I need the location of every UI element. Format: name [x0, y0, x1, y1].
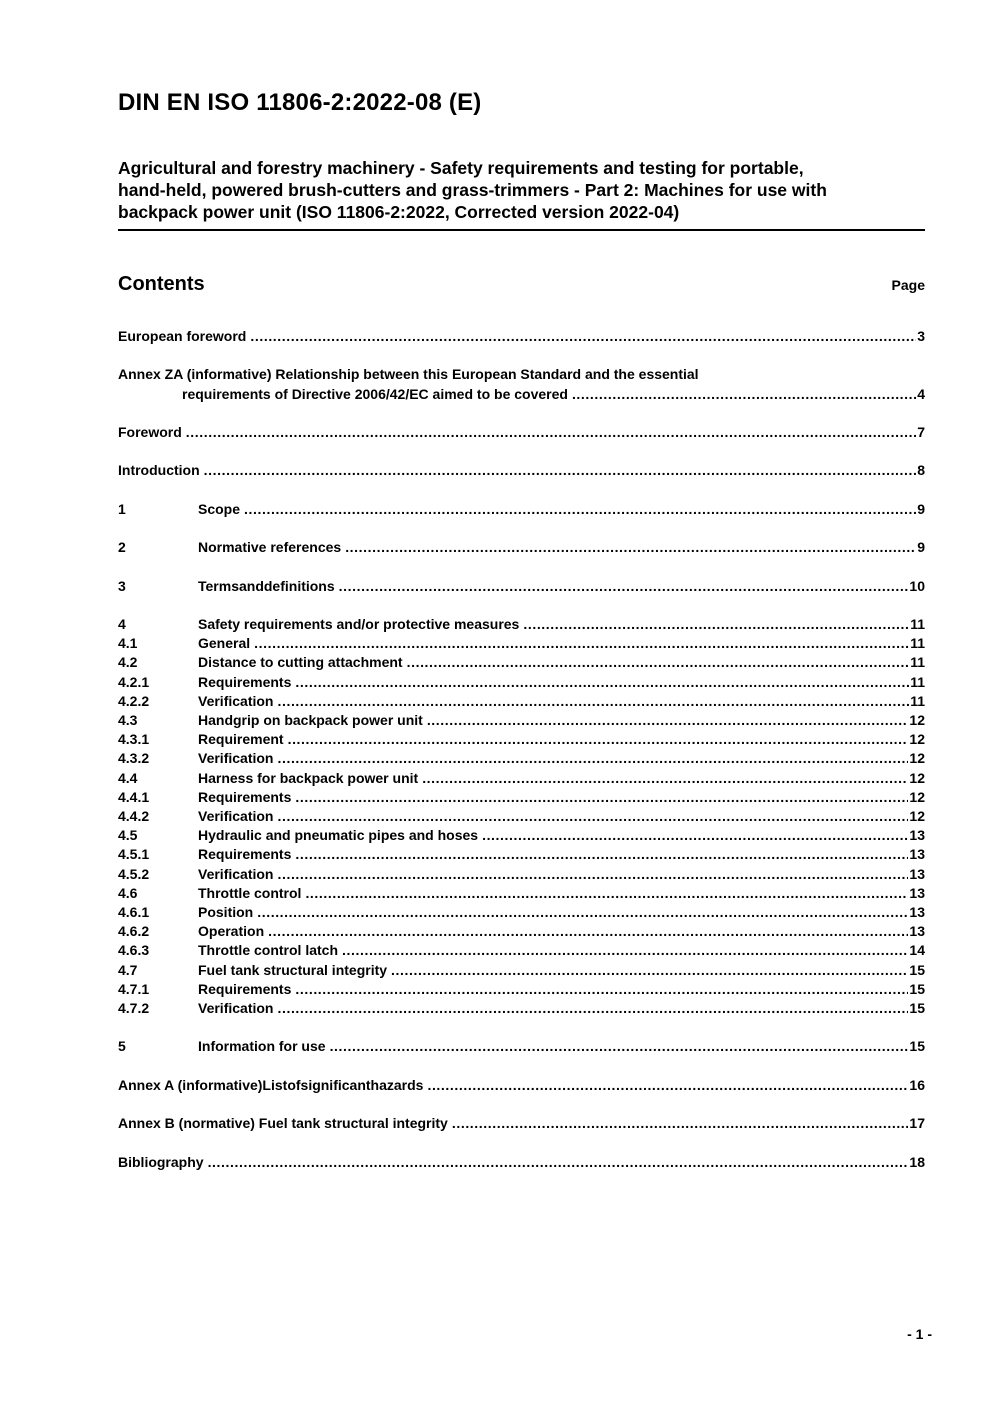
toc-entry-title: Requirements: [198, 980, 292, 997]
toc-entry: [118, 423, 925, 442]
toc-entry-title: Hydraulic and pneumatic pipes and hoses: [198, 827, 479, 844]
toc-entry-title: Throttle control latch: [198, 942, 338, 959]
toc-entry: [118, 634, 925, 653]
toc-entry-number: 3: [118, 577, 126, 594]
toc-entry-title: Scope: [198, 500, 241, 517]
toc-entry-page: 17: [909, 1115, 925, 1132]
toc-entry-page: 12: [909, 711, 925, 728]
toc-leader-dots: [452, 1114, 909, 1133]
toc-leader-dots: [295, 980, 908, 999]
toc-entry-number: 4.6.1: [118, 903, 150, 920]
toc-leader-dots: [422, 769, 908, 788]
toc-entry-page: 13: [909, 827, 925, 844]
document-title: [118, 157, 925, 231]
toc-entry-title: Operation: [198, 923, 265, 940]
toc-entry-page: 13: [909, 846, 925, 863]
document-title-line: hand-held, powered brush-cutters and grass-trimmers - Part 2: Machines for use with: [118, 180, 827, 200]
toc-entry-number: 4.7.2: [118, 1000, 150, 1016]
toc-entry-page: 15: [909, 980, 925, 997]
toc-entry-title: Verification: [198, 750, 274, 767]
toc-entry-number: 4.1: [118, 635, 138, 652]
toc-entry-page: 4: [917, 385, 925, 402]
toc-leader-dots: [345, 538, 916, 557]
toc-entry-number: 4.4.1: [118, 788, 150, 805]
toc-entry-title: Requirements: [198, 788, 292, 805]
toc-entry-number: 4.6: [118, 884, 138, 901]
toc-entry-title: Safety requirements and/or protective measures: [198, 615, 520, 632]
toc-leader-dots: [523, 615, 909, 634]
toc-entry: [118, 327, 925, 346]
toc-group: [118, 423, 925, 442]
toc-entry-page: 14: [909, 942, 925, 959]
toc-entry-title: Throttle control: [198, 884, 302, 901]
toc-leader-dots: [288, 730, 909, 749]
toc-group: [118, 1114, 925, 1133]
toc-leader-dots: [268, 922, 908, 941]
toc-entry-page: 9: [917, 500, 925, 517]
toc-entry: [118, 500, 925, 519]
toc-leader-dots: [277, 749, 908, 768]
toc-entry-page: 3: [917, 328, 925, 344]
document-title-line: Agricultural and forestry machinery - Safety requirements and testing for portable,: [118, 158, 804, 178]
toc-entry: [118, 577, 925, 596]
toc-entry: [118, 653, 925, 672]
toc-entry-number: 1: [118, 500, 126, 517]
toc-entry-page: 10: [909, 577, 925, 594]
toc-entry-title: Handgrip on backpack power unit: [198, 711, 423, 728]
toc-leader-dots: [254, 634, 909, 653]
toc-entry-page: 11: [910, 654, 925, 671]
toc-entry-number: 4.5.2: [118, 865, 150, 882]
toc-group: [118, 365, 925, 403]
toc-entry: [118, 365, 925, 384]
toc-entry-title: Verification: [198, 807, 274, 824]
toc-leader-dots: [208, 1153, 909, 1172]
toc-entry-number: 4.5.1: [118, 846, 150, 863]
toc-entry: [118, 1076, 925, 1095]
toc-entry-number: 2: [118, 539, 126, 556]
toc-entry-page: 15: [909, 1038, 925, 1055]
toc-leader-dots: [277, 692, 909, 711]
toc-entry-page: 9: [917, 539, 925, 556]
toc-leader-dots: [391, 961, 908, 980]
toc-leader-dots: [277, 999, 908, 1018]
toc-leader-dots: [330, 1037, 909, 1056]
toc-entry-number: 4: [118, 615, 126, 632]
toc-leader-dots: [572, 385, 916, 404]
toc-entry: [118, 980, 925, 999]
toc-leader-dots: [244, 500, 916, 519]
toc-entry-title: Normative references: [198, 539, 342, 556]
toc-entry-title: requirements of Directive 2006/42/EC aimed to be covered: [182, 385, 568, 402]
contents-header: [118, 273, 925, 296]
toc-entry-number: 4.2.1: [118, 673, 150, 690]
toc-leader-dots: [277, 807, 908, 826]
toc-entry-number: 5: [118, 1038, 126, 1055]
toc-entry-title: Verification: [198, 1000, 274, 1016]
toc-entry-page: 8: [917, 462, 925, 479]
toc-entry: [118, 615, 925, 634]
toc-leader-dots: [482, 826, 908, 845]
toc-entry: [118, 749, 925, 768]
toc-entry-number: 4.3.2: [118, 750, 150, 767]
page-column-label: Page: [891, 277, 925, 293]
toc-entry-number: 4.3.1: [118, 731, 150, 748]
toc-entry-title: Introduction: [118, 462, 200, 479]
toc-entry-number: 4.7.1: [118, 980, 150, 997]
toc-entry-number: 4.6.3: [118, 942, 150, 959]
toc-group: [118, 615, 925, 1018]
toc-entry-title: Requirements: [198, 846, 292, 863]
toc-entry-title: Bibliography: [118, 1153, 204, 1170]
document-code: DIN EN ISO 11806-2:2022-08 (E): [118, 89, 482, 116]
toc-entry: [118, 941, 925, 960]
toc-entry-page: 13: [909, 903, 925, 920]
toc-group: [118, 538, 925, 557]
toc-entry: [118, 788, 925, 807]
toc-entry-page: 12: [909, 807, 925, 824]
toc-entry-title: European foreword: [118, 328, 247, 344]
toc-leader-dots: [427, 1076, 908, 1095]
contents-heading: Contents: [118, 273, 205, 295]
toc-entry: [118, 385, 925, 404]
toc-leader-dots: [186, 423, 916, 442]
toc-entry-page: 11: [910, 673, 925, 690]
toc-entry: [118, 961, 925, 980]
toc-entry-title: Annex B (normative) Fuel tank structural integrity: [118, 1115, 448, 1132]
toc-entry-page: 11: [910, 615, 925, 632]
toc-leader-dots: [295, 788, 908, 807]
toc-entry: [118, 807, 925, 826]
toc-entry-page: 12: [909, 788, 925, 805]
toc-entry-page: 11: [910, 635, 925, 652]
toc-leader-dots: [305, 884, 908, 903]
toc-entry-page: 12: [909, 750, 925, 767]
toc-entry-title: Annex ZA (informative) Relationship between this European Standard and the essential: [118, 366, 699, 383]
toc-entry-page: 15: [909, 961, 925, 978]
page-number-footer: - 1 -: [907, 1326, 932, 1342]
toc-entry: [118, 826, 925, 845]
toc-entry-page: 11: [910, 692, 925, 709]
toc-entry-number: 4.5: [118, 827, 138, 844]
toc-leader-dots: [277, 865, 908, 884]
toc-entry: [118, 903, 925, 922]
toc-group: [118, 500, 925, 519]
toc-group: [118, 1076, 925, 1095]
toc-entry-title: Distance to cutting attachment: [198, 654, 403, 671]
toc-entry: [118, 999, 925, 1018]
toc-leader-dots: [250, 327, 916, 346]
toc-leader-dots: [342, 941, 908, 960]
toc-entry-number: 4.4: [118, 769, 138, 786]
toc-entry-title: Harness for backpack power unit: [198, 769, 419, 786]
toc-entry: [118, 865, 925, 884]
toc-entry-number: 4.6.2: [118, 923, 150, 940]
toc-entry: [118, 922, 925, 941]
toc-group: [118, 1153, 925, 1172]
document-title-line: backpack power unit (ISO 11806-2:2022, Corrected version 2022-04): [118, 202, 680, 222]
toc-entry: [118, 845, 925, 864]
toc-leader-dots: [295, 845, 908, 864]
toc-entry-title: Requirement: [198, 731, 284, 748]
toc-entry-number: 4.2: [118, 654, 138, 671]
toc-entry-page: 18: [909, 1153, 925, 1170]
toc-leader-dots: [407, 653, 910, 672]
toc-entry-page: 15: [909, 1000, 925, 1016]
toc-entry: [118, 538, 925, 557]
toc-leader-dots: [295, 673, 909, 692]
toc-group: [118, 577, 925, 596]
toc-entry-number: 4.2.2: [118, 692, 150, 709]
toc-entry-page: 13: [909, 923, 925, 940]
toc-list: [118, 327, 925, 1172]
toc-entry: [118, 692, 925, 711]
toc-entry-title: Fuel tank structural integrity: [198, 961, 388, 978]
toc-entry-title: Verification: [198, 865, 274, 882]
toc-entry-title: General: [198, 635, 251, 652]
toc-entry: [118, 1114, 925, 1133]
toc-leader-dots: [427, 711, 909, 730]
toc-entry-page: 12: [909, 731, 925, 748]
toc-entry-number: 4.7: [118, 961, 138, 978]
toc-leader-dots: [204, 461, 917, 480]
toc-entry: [118, 769, 925, 788]
toc-entry-page: 13: [909, 884, 925, 901]
toc-entry-title: Requirements: [198, 673, 292, 690]
toc-entry-number: 4.3: [118, 711, 138, 728]
toc-entry-title: Foreword: [118, 423, 182, 440]
toc-group: [118, 327, 925, 346]
toc-entry: [118, 1153, 925, 1172]
toc-entry-number: 4.4.2: [118, 807, 150, 824]
toc-entry-title: Termsanddefinitions: [198, 577, 335, 594]
toc-entry-title: Verification: [198, 692, 274, 709]
toc-leader-dots: [257, 903, 908, 922]
toc-entry-page: 16: [909, 1076, 925, 1093]
toc-entry-title: Information for use: [198, 1038, 326, 1055]
toc-entry: [118, 884, 925, 903]
toc-entry: [118, 673, 925, 692]
toc-group: [118, 1037, 925, 1056]
toc-entry: [118, 711, 925, 730]
toc-entry-page: 7: [917, 423, 925, 440]
toc-entry: [118, 461, 925, 480]
toc-entry-title: Annex A (informative)Listofsignificanthazards: [118, 1076, 424, 1093]
toc-leader-dots: [339, 577, 909, 596]
toc-entry-title: Position: [198, 903, 254, 920]
toc-entry-page: 13: [909, 865, 925, 882]
toc-group: [118, 461, 925, 480]
toc-entry-page: 12: [909, 769, 925, 786]
toc-entry: [118, 1037, 925, 1056]
toc-entry: [118, 730, 925, 749]
